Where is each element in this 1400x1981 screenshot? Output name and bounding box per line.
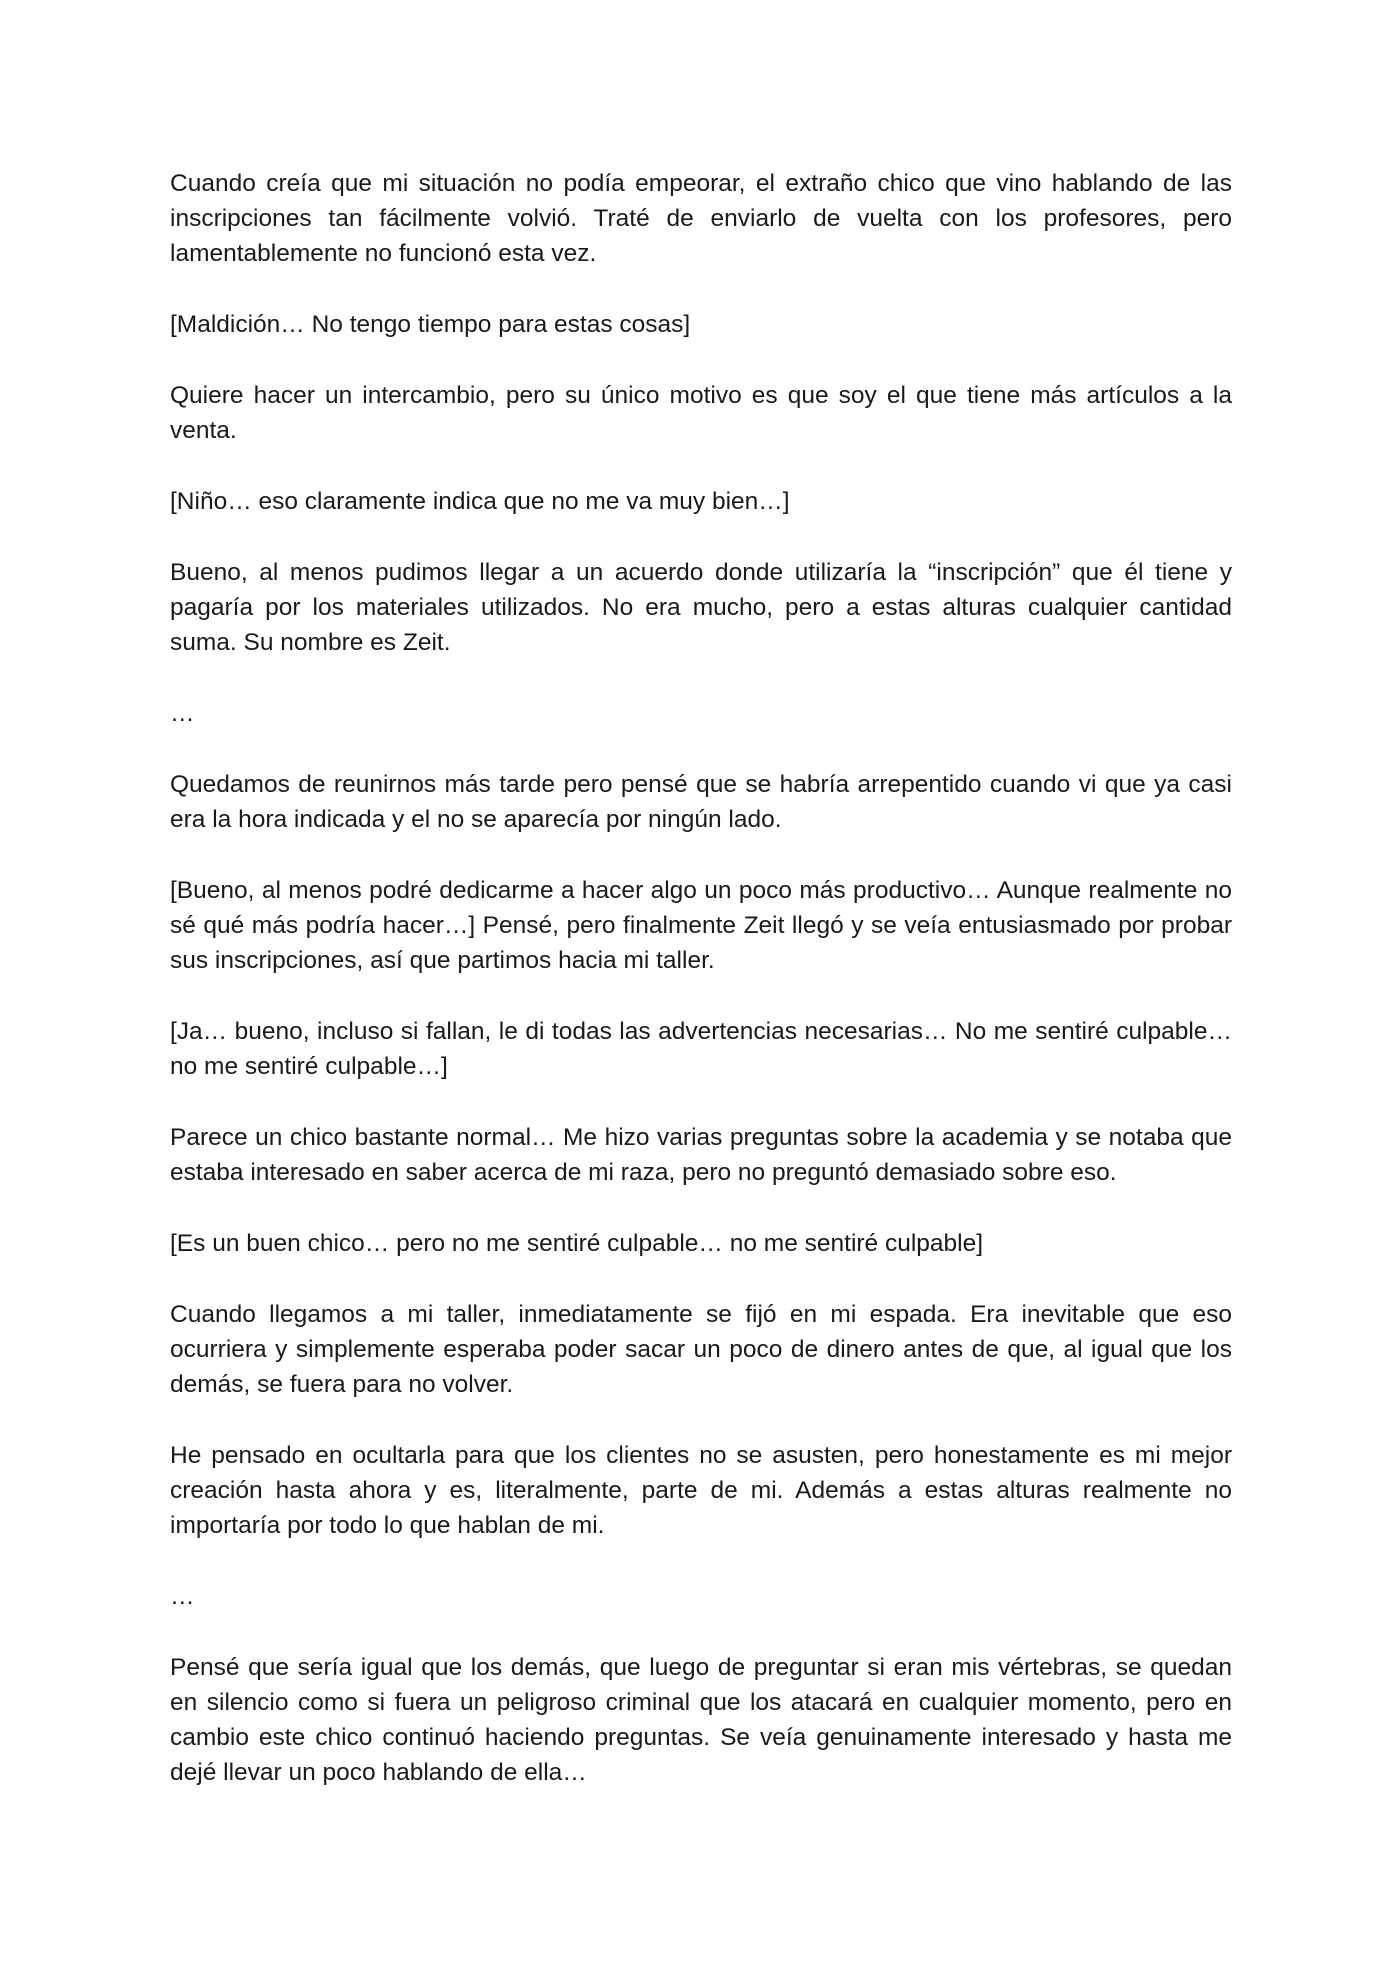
scene-break: … [170, 1583, 195, 1610]
paragraph: [Niño… eso claramente indica que no me va muy bien…] [170, 488, 790, 515]
paragraph: [Es un buen chico… pero no me sentiré culpable… no me sentiré culpable] [170, 1230, 984, 1257]
paragraph: Parece un chico bastante normal… Me hizo varias preguntas sobre la academia y se notaba que estaba interesado en saber acerca de mi raza, pero no preguntó demasiado sobre eso. [170, 1124, 1232, 1186]
paragraph: [Maldición… No tengo tiempo para estas cosas] [170, 311, 691, 338]
paragraph: Quedamos de reunirnos más tarde pero pensé que se habría arrepentido cuando vi que ya casi era la hora indicada y el no se aparecía por ningún lado. [170, 771, 1232, 833]
paragraph: Quiere hacer un intercambio, pero su único motivo es que soy el que tiene más artículos a la venta. [170, 382, 1232, 444]
paragraph: Cuando creía que mi situación no podía empeorar, el extraño chico que vino hablando de las inscripciones tan fácilmente volvió. Traté de enviarlo de vuelta con los profesores, pero lamentablemente no funcionó esta vez. [170, 170, 1232, 267]
paragraph: Bueno, al menos pudimos llegar a un acuerdo donde utilizaría la “inscripción” que él tiene y pagaría por los materiales utilizados. No era mucho, pero a estas alturas cualquier cantidad suma. Su nombre es Zeit. [170, 559, 1232, 656]
paragraph: He pensado en ocultarla para que los clientes no se asusten, pero honestamente es mi mejor creación hasta ahora y es, literalmente, parte de mi. Además a estas alturas realmente no importaría por todo lo que hablan de mi. [170, 1442, 1232, 1539]
scene-break: … [170, 700, 195, 727]
paragraph: Cuando llegamos a mi taller, inmediatamente se fijó en mi espada. Era inevitable que eso ocurriera y simplemente esperaba poder sacar un poco de dinero antes de que, al igual que los demás, se fuera para no volver. [170, 1301, 1232, 1398]
paragraph: Pensé que sería igual que los demás, que luego de preguntar si eran mis vértebras, se quedan en silencio como si fuera un peligroso criminal que los atacará en cualquier momento, pero en cambio este chico continuó haciendo preguntas. Se veía genuinamente interesado y hasta me dejé llevar un poco hablando de ella… [170, 1654, 1232, 1786]
paragraph: [Bueno, al menos podré dedicarme a hacer algo un poco más productivo… Aunque realmente no sé qué más podría hacer…] Pensé, pero finalmente Zeit llegó y se veía entusiasmado por probar sus inscripciones, así que partimos hacia mi taller. [170, 877, 1232, 974]
paragraph: [Ja… bueno, incluso si fallan, le di todas las advertencias necesarias… No me sentiré culpable… no me sentiré culpable…] [170, 1018, 1232, 1080]
document-body [170, 166, 1232, 1826]
